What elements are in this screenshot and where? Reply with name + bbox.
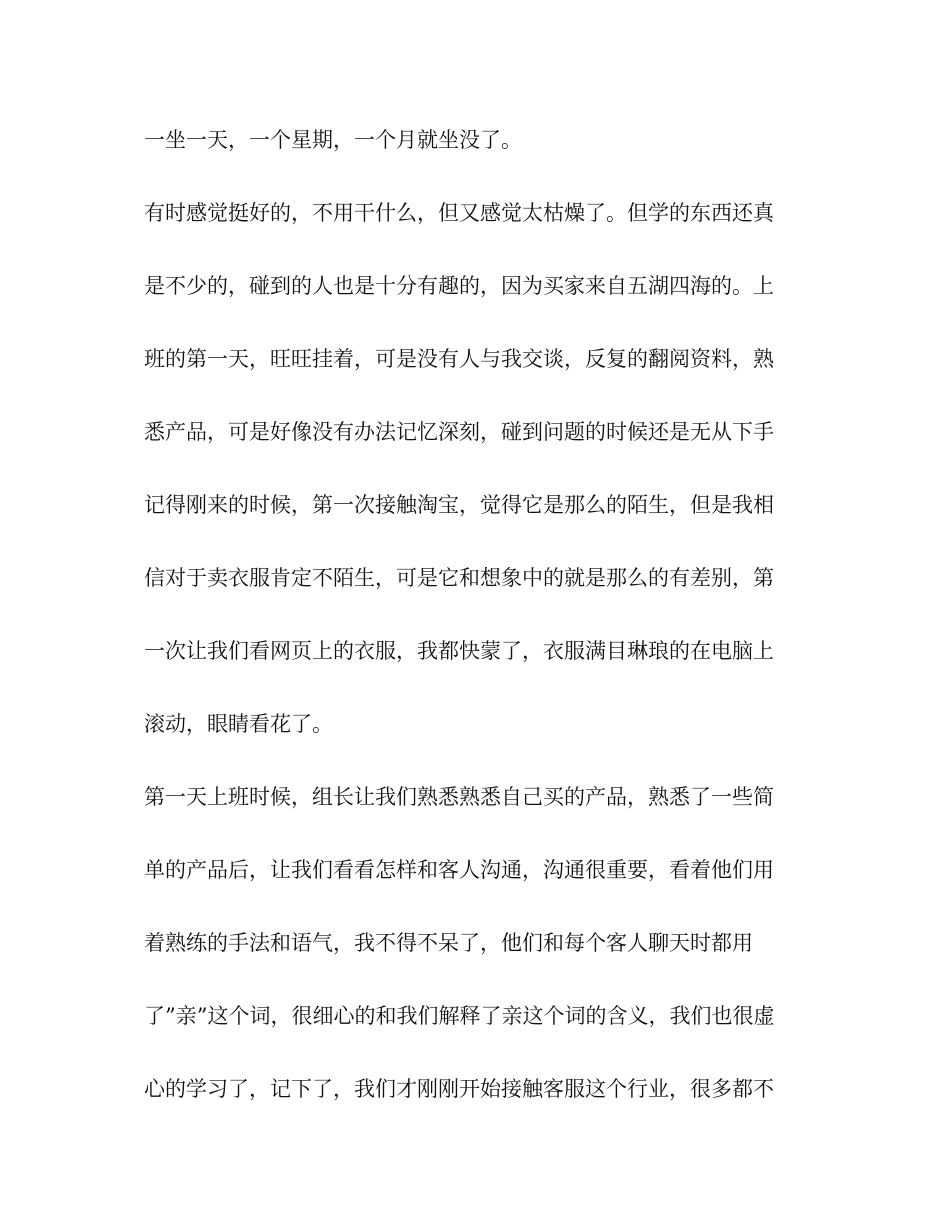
text-line-4: 班的第一天，旺旺挂着，可是没有人与我交谈，反复的翻阅资料，熟 [144,347,774,371]
text-line-14: 心的学习了，记下了，我们才刚刚开始接触客服这个行业，很多都不 [144,1077,774,1101]
text-line-10: 第一天上班时候，组长让我们熟悉熟悉自己买的产品，熟悉了一些简 [144,785,774,809]
text-line-3: 是不少的，碰到的人也是十分有趣的，因为买家来自五湖四海的。上 [144,274,774,298]
text-line-11: 单的产品后，让我们看看怎样和客人沟通，沟通很重要，看着他们用 [144,858,774,882]
text-line-13: 了”亲”这个词，很细心的和我们解释了亲这个词的含义，我们也很虚 [144,1004,775,1028]
text-line-12: 着熟练的手法和语气，我不得不呆了，他们和每个客人聊天时都用 [144,931,753,955]
text-line-1: 一坐一天，一个星期，一个月就坐没了。 [144,128,522,152]
body-text [144,125,804,1147]
text-line-8: 一次让我们看网页上的衣服，我都快蒙了，衣服满目琳琅的在电脑上 [144,639,774,663]
text-line-2: 有时感觉挺好的，不用干什么，但又感觉太枯燥了。但学的东西还真 [144,201,774,225]
text-line-9: 滚动，眼睛看花了。 [144,712,333,736]
text-line-5: 悉产品，可是好像没有办法记忆深刻，碰到问题的时候还是无从下手 [144,420,774,444]
text-line-7: 信对于卖衣服肯定不陌生，可是它和想象中的就是那么的有差别，第 [144,566,774,590]
text-line-6: 记得刚来的时候，第一次接触淘宝，觉得它是那么的陌生，但是我相 [144,493,774,517]
